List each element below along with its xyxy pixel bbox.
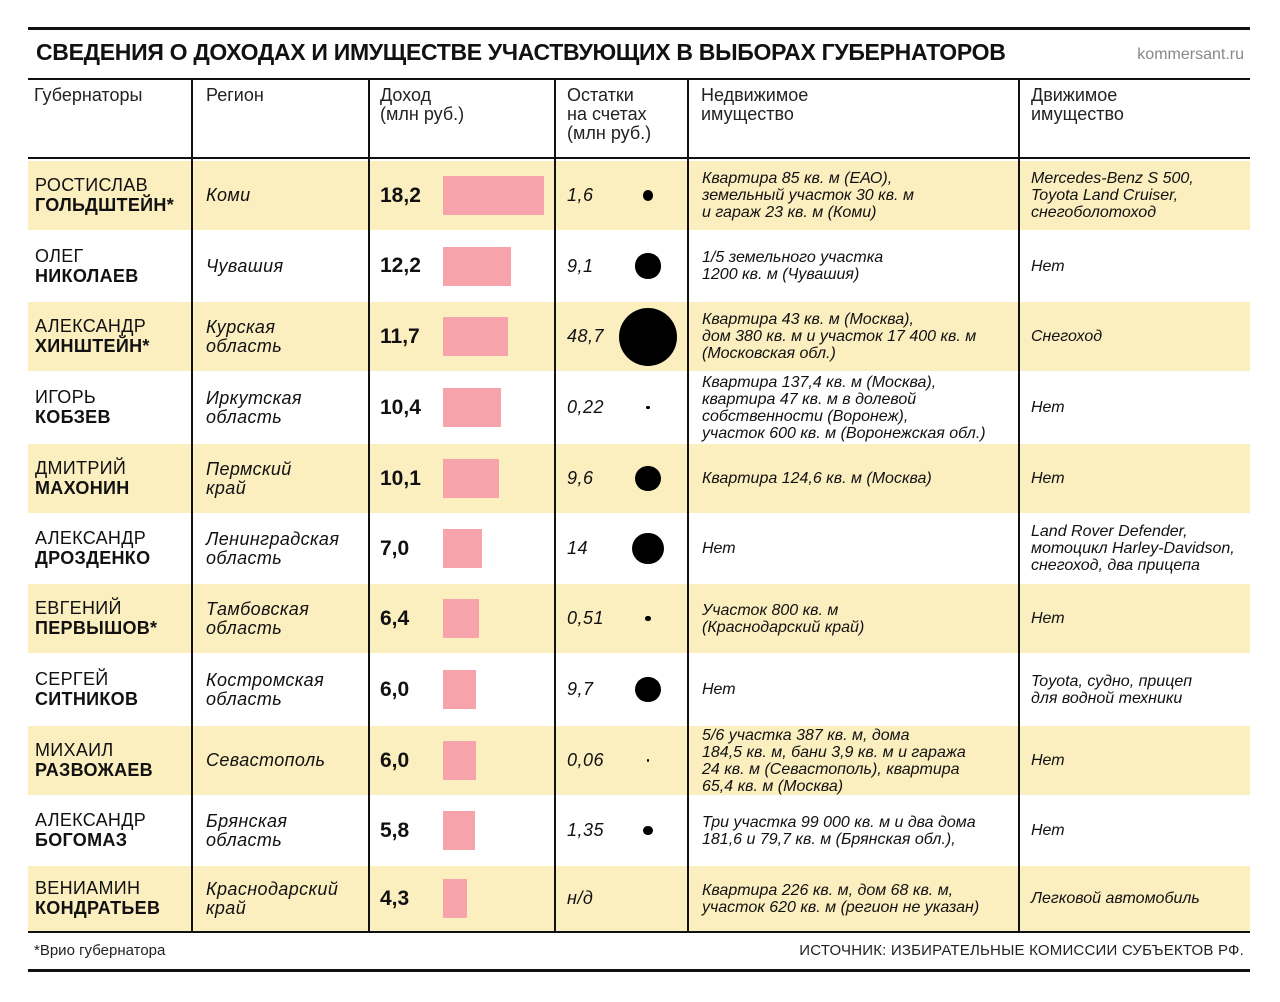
balance-label: 9,6 [567, 468, 594, 488]
movable-cell: Нет [1031, 822, 1065, 839]
table-row [28, 513, 1250, 584]
balance-dot [635, 253, 660, 278]
income-label: 7,0 [380, 536, 410, 560]
governor-first-name: РОСТИСЛАВ [35, 175, 148, 195]
table-row [28, 230, 1250, 302]
movable-cell: Нет [1031, 399, 1065, 416]
governor-name [35, 653, 195, 726]
table-row [28, 302, 1250, 371]
income-bar [443, 459, 499, 498]
col-header-region: Регион [206, 85, 264, 105]
governor-first-name: АЛЕКСАНДР [35, 528, 147, 548]
governor-last-name: ХИНШТЕЙН* [35, 336, 150, 356]
balance-label: н/д [567, 888, 594, 908]
col-header-realty: Недвижимое имущество [701, 85, 809, 124]
income-bar [443, 879, 467, 918]
governor-name [35, 795, 195, 866]
governor-last-name: НИКОЛАЕВ [35, 265, 139, 286]
governor-name [35, 726, 195, 795]
balance-dot [635, 677, 661, 703]
income-label: 12,2 [380, 254, 421, 277]
income-bar [443, 811, 475, 850]
source-note: ИСТОЧНИК: ИЗБИРАТЕЛЬНЫЕ КОМИССИИ СУБЪЕКТОВ РФ. [799, 942, 1244, 959]
realty-cell: 1/5 земельного участка 1200 кв. м (Чувашия) [702, 249, 884, 283]
region-cell: Краснодарский край [206, 878, 339, 918]
movable-cell: Toyota, судно, прицеп для водной техники [1031, 672, 1193, 707]
col-header-governors: Губернаторы [34, 85, 143, 105]
income-bar [443, 741, 476, 780]
movable-cell: Нет [1031, 752, 1065, 769]
movable-cell: Легковой автомобиль [1031, 890, 1200, 907]
region-cell: Пермский край [206, 458, 292, 498]
table-row [28, 866, 1250, 931]
balance-label: 1,35 [567, 820, 605, 840]
income-bar [443, 176, 544, 215]
region-cell: Иркутская область [206, 387, 302, 427]
governor-first-name: СЕРГЕЙ [35, 669, 109, 689]
income-label: 5,8 [380, 818, 410, 842]
governor-last-name: СИТНИКОВ [35, 689, 139, 709]
income-label: 10,1 [380, 466, 421, 490]
table-top-rule [28, 157, 1250, 159]
governor-name [35, 866, 195, 931]
balance-dot [647, 759, 649, 761]
income-bar [443, 670, 476, 709]
income-bar [443, 247, 511, 286]
bottom-rule [28, 969, 1250, 972]
table-row [28, 653, 1250, 726]
governor-first-name: ДМИТРИЙ [35, 458, 127, 478]
movable-cell: Land Rover Defender, мотоцикл Harley-Davidson, снегоход, два прицепа [1031, 523, 1235, 574]
region-cell: Севастополь [206, 750, 326, 770]
balance-label: 0,22 [567, 397, 605, 417]
col-header-income: Доход (млн руб.) [380, 85, 465, 124]
income-label: 6,0 [380, 677, 410, 701]
column-divider [1018, 80, 1020, 931]
balance-label: 0,51 [567, 608, 605, 628]
governor-name [35, 302, 195, 371]
income-label: 10,4 [380, 395, 421, 419]
column-divider [191, 80, 193, 931]
governor-first-name: ИГОРЬ [35, 387, 96, 407]
realty-cell: Нет [702, 681, 736, 698]
footnote: *Врио губернатора [34, 942, 166, 959]
income-label: 6,0 [380, 748, 410, 772]
income-bar [443, 599, 479, 638]
balance-label: 1,6 [567, 185, 594, 205]
region-cell: Тамбовская область [206, 598, 310, 638]
governor-first-name: ЕВГЕНИЙ [35, 598, 122, 618]
governor-last-name: КОБЗЕВ [35, 407, 111, 427]
header-rule [28, 78, 1250, 80]
page-title: СВЕДЕНИЯ О ДОХОДАХ И ИМУЩЕСТВЕ УЧАСТВУЮЩИХ В ВЫБОРАХ ГУБЕРНАТОРОВ [36, 39, 1006, 65]
realty-cell: Три участка 99 000 кв. м и два дома 181,6 и 79,7 кв. м (Брянская обл.), [702, 813, 976, 848]
governor-name [35, 371, 195, 444]
balance-dot [643, 826, 653, 836]
movable-cell: Нет [1031, 470, 1065, 487]
governor-last-name: ПЕРВЫШОВ* [35, 618, 158, 638]
movable-cell: Нет [1031, 610, 1065, 627]
balance-dot [645, 616, 651, 622]
income-bar [443, 388, 501, 427]
table-row [28, 371, 1250, 444]
governor-last-name: ГОЛЬДШТЕЙН* [35, 195, 175, 215]
column-divider [554, 80, 556, 931]
governor-last-name: БОГОМАЗ [35, 830, 128, 850]
realty-cell: Квартира 226 кв. м, дом 68 кв. м, участок 620 кв. м (регион не указан) [702, 881, 980, 916]
region-cell: Курская область [206, 316, 283, 356]
governor-first-name: ВЕНИАМИН [35, 878, 141, 898]
movable-cell: Нет [1031, 257, 1065, 275]
income-bar [443, 317, 508, 356]
table-bottom-rule [28, 931, 1250, 933]
governor-first-name: АЛЕКСАНДР [35, 316, 147, 336]
region-cell: Костромская область [206, 669, 325, 709]
governor-name [35, 161, 195, 230]
region-cell: Коми [206, 185, 251, 205]
governor-first-name: ОЛЕГ [35, 245, 84, 266]
balance-label: 9,7 [567, 679, 594, 699]
table-row [28, 584, 1250, 653]
income-label: 4,3 [380, 886, 410, 910]
governor-name [35, 230, 195, 302]
balance-dot [643, 190, 654, 201]
income-label: 6,4 [380, 606, 410, 630]
income-label: 18,2 [380, 183, 421, 207]
balance-label: 48,7 [567, 326, 605, 346]
realty-cell: Квартира 124,6 кв. м (Москва) [702, 470, 932, 487]
income-label: 11,7 [380, 324, 420, 348]
income-bar [443, 529, 482, 568]
realty-cell: 5/6 участка 387 кв. м, дома 184,5 кв. м, бани 3,9 кв. м и гаража 24 кв. м (Севастополь), квартира 65,4 кв. м (Москва) [702, 726, 966, 795]
balance-label: 14 [567, 538, 589, 558]
movable-cell: Снегоход [1031, 328, 1103, 345]
balance-label: 0,06 [567, 750, 605, 770]
governor-name [35, 444, 195, 513]
governor-name [35, 513, 195, 584]
col-header-balance: Остатки на счетах (млн руб.) [567, 85, 652, 143]
governor-last-name: МАХОНИН [35, 478, 130, 498]
balance-dot [635, 466, 661, 492]
balance-label: 9,1 [567, 255, 594, 276]
realty-cell: Квартира 137,4 кв. м (Москва), квартира 47 кв. м в долевой собственности (Воронеж), участок 600 кв. м (Воронежская обл.) [702, 373, 986, 442]
realty-cell: Участок 800 кв. м (Краснодарский край) [702, 601, 865, 636]
table-row [28, 444, 1250, 513]
site-credit: kommersant.ru [1137, 46, 1244, 63]
governor-first-name: АЛЕКСАНДР [35, 810, 147, 830]
region-cell: Чувашия [206, 255, 284, 276]
balance-dot [646, 406, 650, 410]
realty-cell: Квартира 43 кв. м (Москва), дом 380 кв. м и участок 17 400 кв. м (Московская обл.) [702, 311, 977, 362]
column-divider [368, 80, 370, 931]
governor-first-name: МИХАИЛ [35, 740, 114, 760]
movable-cell: Mercedes-Benz S 500, Toyota Land Cruiser, снегоболотоход [1031, 170, 1194, 221]
governor-last-name: КОНДРАТЬЕВ [35, 898, 161, 918]
table-row [28, 726, 1250, 795]
balance-dot [632, 533, 663, 564]
region-cell: Ленинградская область [206, 528, 340, 568]
table-row [28, 795, 1250, 866]
balance-dot [619, 308, 677, 366]
column-divider [687, 80, 689, 931]
realty-cell: Нет [702, 540, 736, 557]
top-rule [28, 27, 1250, 30]
governor-last-name: ДРОЗДЕНКО [35, 548, 151, 568]
region-cell: Брянская область [206, 810, 288, 850]
table-row [28, 161, 1250, 230]
col-header-movable: Движимое имущество [1031, 85, 1124, 124]
governor-name [35, 584, 195, 653]
realty-cell: Квартира 85 кв. м (ЕАО), земельный участок 30 кв. м и гараж 23 кв. м (Коми) [702, 170, 914, 221]
governor-last-name: РАЗВОЖАЕВ [35, 760, 153, 780]
